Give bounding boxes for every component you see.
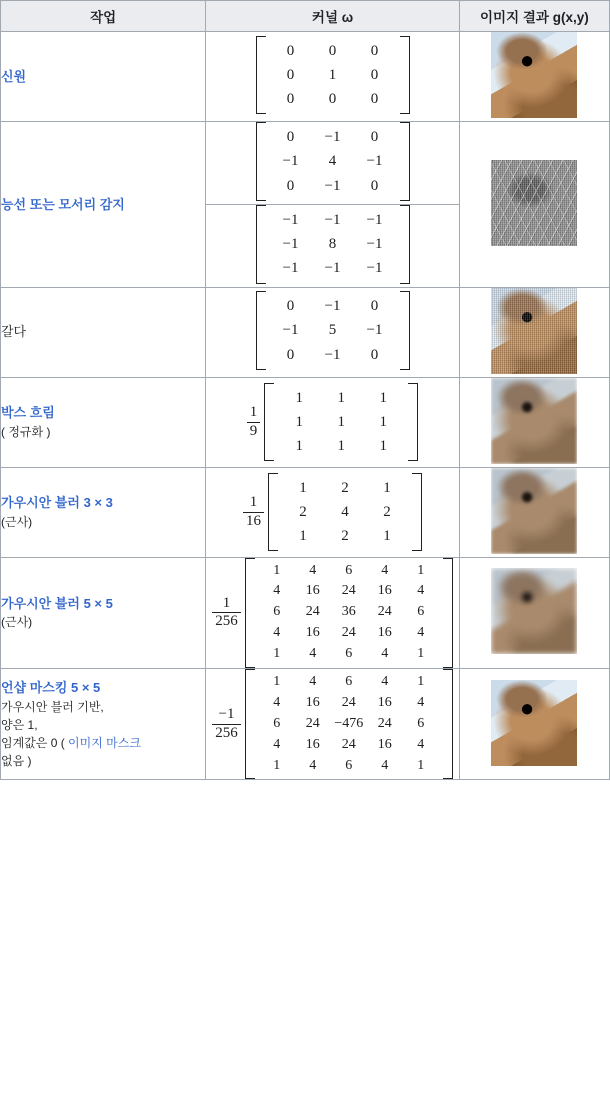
matrix-cell: 24	[341, 583, 356, 599]
matrix-cell: 0	[370, 346, 379, 363]
matrix-cell: 16	[377, 583, 392, 599]
kernel-cell	[206, 557, 459, 668]
note-text: 임계값은 0 (	[1, 735, 69, 750]
operation-title[interactable]: 박스 흐림	[1, 405, 55, 421]
matrix-cell: 6	[345, 646, 353, 662]
kernel-matrix	[256, 36, 410, 115]
fraction-denominator: 256	[212, 724, 241, 742]
matrix-grid	[276, 383, 406, 462]
table-row	[1, 377, 610, 467]
matrix-grid	[280, 473, 410, 552]
kernel-scale-fraction	[212, 706, 241, 742]
table-row	[1, 32, 610, 122]
operation-cell	[1, 32, 206, 122]
matrix-cell: 0	[286, 346, 295, 363]
table-body	[1, 32, 610, 780]
fraction-denominator: 256	[212, 612, 241, 630]
matrix-grid	[257, 669, 441, 779]
kernel-cell	[206, 204, 459, 287]
matrix-cell: 16	[305, 625, 320, 641]
matrix-cell: −1	[282, 211, 299, 228]
image-content	[491, 378, 577, 464]
matrix-cell: −1	[366, 260, 383, 277]
operation-cell	[1, 557, 206, 668]
operation-title[interactable]: 능선 또는 모서리 감지	[1, 196, 125, 212]
kernel-cell	[206, 122, 459, 205]
deer-sharpened	[491, 288, 577, 374]
matrix-cell: 0	[286, 298, 295, 315]
matrix-bracket-left	[245, 669, 255, 779]
matrix-cell: 5	[328, 322, 337, 339]
result-cell	[459, 557, 609, 668]
matrix-bracket-left	[268, 473, 278, 552]
matrix-cell: −1	[324, 129, 341, 145]
matrix-bracket-right	[408, 383, 418, 462]
matrix-cell: 0	[370, 298, 379, 315]
matrix-grid	[268, 36, 398, 115]
matrix-bracket-left	[256, 36, 266, 115]
deer-gaussian-3	[491, 468, 577, 554]
operation-title: 갈다	[1, 324, 27, 340]
matrix-cell: 1	[379, 389, 388, 406]
matrix-cell: 4	[309, 673, 317, 689]
matrix-cell: 4	[381, 757, 389, 773]
kernel-matrix	[256, 122, 410, 201]
operation-note: (근사)	[1, 514, 33, 529]
matrix-cell: 1	[273, 757, 281, 773]
matrix-cell: 1	[379, 413, 388, 430]
matrix-cell: 0	[370, 177, 379, 194]
matrix-cell: 6	[417, 604, 425, 620]
operation-note: 양은 1,	[1, 717, 38, 732]
matrix-cell: 24	[341, 694, 356, 710]
matrix-cell: 16	[377, 694, 392, 710]
matrix-cell: 2	[341, 479, 349, 496]
operation-title[interactable]: 가우시안 블러 5 × 5	[1, 595, 113, 611]
matrix-bracket-right	[400, 205, 410, 284]
result-cell	[459, 668, 609, 779]
matrix-cell: 1	[328, 66, 337, 83]
matrix-cell: 4	[309, 646, 317, 662]
matrix-cell: 1	[299, 528, 307, 545]
matrix-cell: 1	[295, 438, 304, 455]
kernel-scale-fraction	[212, 595, 241, 631]
result-cell	[459, 467, 609, 557]
matrix-cell: 1	[273, 646, 281, 662]
image-content	[491, 160, 577, 246]
fraction-numerator: −1	[218, 706, 235, 723]
matrix-grid	[268, 205, 398, 284]
matrix-cell: 4	[273, 694, 281, 710]
image-content	[491, 680, 577, 766]
matrix-cell: 0	[286, 66, 295, 83]
matrix-cell: 16	[305, 583, 320, 599]
edge-map	[491, 160, 577, 246]
matrix-cell: 24	[377, 604, 392, 620]
matrix-bracket-left	[245, 558, 255, 668]
matrix-cell: −1	[324, 298, 341, 315]
matrix-cell: 4	[417, 625, 425, 641]
kernel-cell	[206, 32, 459, 122]
matrix-cell: 1	[417, 673, 425, 689]
matrix-cell: −1	[282, 322, 299, 339]
deer-gaussian-5	[491, 568, 577, 654]
matrix-cell: 4	[273, 736, 281, 752]
matrix-cell: 1	[273, 673, 281, 689]
matrix-bracket-left	[264, 383, 274, 462]
matrix-cell: 1	[295, 389, 304, 406]
matrix-cell: −1	[324, 260, 341, 277]
column-header-result: 이미지 결과 g(x,y)	[459, 1, 609, 32]
kernel-cell	[206, 467, 459, 557]
matrix-cell: −1	[324, 211, 341, 228]
matrix-cell: 6	[273, 604, 281, 620]
matrix-bracket-right	[443, 669, 453, 779]
matrix-cell: 2	[383, 503, 391, 520]
operation-cell	[1, 668, 206, 779]
matrix-cell: 0	[286, 91, 295, 108]
matrix-cell: 1	[337, 389, 346, 406]
matrix-cell: 16	[305, 694, 320, 710]
column-header-kernel: 커널 ω	[206, 1, 459, 32]
matrix-cell: 2	[341, 528, 349, 545]
fraction-denominator: 9	[247, 422, 261, 440]
operation-title[interactable]: 언샵 마스킹 5 × 5	[1, 680, 101, 696]
matrix-cell: 1	[417, 757, 425, 773]
kernel-cell	[206, 287, 459, 377]
note-link[interactable]: 이미지 마스크	[68, 735, 141, 750]
column-header-operation: 작업	[1, 1, 206, 32]
matrix-cell: 4	[381, 673, 389, 689]
operation-cell	[1, 287, 206, 377]
matrix-bracket-right	[443, 558, 453, 668]
kernel-matrix	[256, 291, 410, 370]
operation-note: 가우시안 블러 기반,	[1, 699, 104, 714]
matrix-cell: 6	[345, 757, 353, 773]
deer-box-blur	[491, 378, 577, 464]
image-content	[491, 288, 577, 374]
matrix-cell: 4	[273, 583, 281, 599]
matrix-cell: −1	[366, 211, 383, 228]
matrix-cell: −1	[282, 153, 299, 170]
matrix-cell: −1	[366, 236, 383, 252]
operation-title[interactable]: 가우시안 블러 3 × 3	[1, 495, 113, 511]
fraction-denominator: 16	[243, 512, 264, 530]
matrix-cell: 0	[370, 42, 379, 59]
result-cell	[459, 122, 609, 288]
fraction-numerator: 1	[249, 404, 258, 421]
matrix-cell: 6	[273, 715, 281, 731]
matrix-cell: 1	[295, 413, 304, 430]
matrix-bracket-right	[412, 473, 422, 552]
kernel-cell	[206, 668, 459, 779]
matrix-cell: 6	[345, 673, 353, 689]
matrix-cell: 8	[328, 236, 337, 252]
matrix-bracket-left	[256, 291, 266, 370]
matrix-cell: 24	[305, 715, 320, 731]
matrix-cell: −1	[282, 260, 299, 277]
table-header-row	[1, 1, 610, 32]
result-cell	[459, 287, 609, 377]
matrix-cell: 1	[337, 438, 346, 455]
matrix-cell: 0	[286, 177, 295, 194]
matrix-cell: 1	[417, 646, 425, 662]
matrix-cell: −476	[334, 715, 364, 731]
operation-note[interactable]: ( 정규화 )	[1, 424, 51, 439]
matrix-cell: 0	[328, 91, 337, 108]
matrix-cell: 1	[379, 438, 388, 455]
operation-cell	[1, 377, 206, 467]
matrix-cell: 0	[370, 66, 379, 83]
matrix-cell: 16	[377, 625, 392, 641]
matrix-cell: 4	[341, 503, 349, 520]
matrix-cell: 1	[383, 479, 391, 496]
kernel-matrix	[243, 473, 422, 552]
matrix-grid	[268, 291, 398, 370]
matrix-cell: 24	[341, 736, 356, 752]
matrix-cell: 4	[417, 583, 425, 599]
operation-title[interactable]: 신원	[1, 68, 27, 84]
matrix-cell: 6	[345, 562, 353, 578]
fraction-numerator: 1	[222, 594, 231, 611]
matrix-cell: 24	[305, 604, 320, 620]
matrix-cell: 1	[273, 562, 281, 578]
matrix-cell: 4	[328, 153, 337, 170]
result-cell	[459, 377, 609, 467]
kernel-cell	[206, 377, 459, 467]
matrix-cell: 4	[309, 757, 317, 773]
matrix-cell: 1	[417, 562, 425, 578]
matrix-bracket-right	[400, 291, 410, 370]
matrix-cell: 0	[370, 129, 379, 145]
matrix-bracket-right	[400, 122, 410, 201]
image-content	[491, 32, 577, 118]
kernel-scale-fraction	[247, 404, 261, 440]
matrix-cell: 6	[417, 715, 425, 731]
matrix-cell: 0	[328, 42, 337, 59]
image-content	[491, 468, 577, 554]
operation-note: 없음 )	[1, 753, 32, 768]
matrix-bracket-left	[256, 122, 266, 201]
matrix-cell: 1	[299, 479, 307, 496]
matrix-cell: −1	[282, 236, 299, 252]
matrix-cell: 24	[377, 715, 392, 731]
matrix-cell: 4	[417, 694, 425, 710]
matrix-cell: 16	[377, 736, 392, 752]
matrix-cell: 2	[299, 503, 307, 520]
matrix-cell: 4	[381, 562, 389, 578]
operation-cell	[1, 467, 206, 557]
matrix-cell: 4	[381, 646, 389, 662]
kernel-scale-fraction	[243, 494, 264, 530]
matrix-cell: 0	[370, 91, 379, 108]
matrix-bracket-left	[256, 205, 266, 284]
matrix-cell: 0	[286, 42, 295, 59]
table-row	[1, 668, 610, 779]
matrix-grid	[268, 122, 398, 201]
matrix-cell: −1	[366, 153, 383, 170]
deer-identity	[491, 32, 577, 118]
result-cell	[459, 32, 609, 122]
table-row	[1, 287, 610, 377]
matrix-cell: 36	[341, 604, 356, 620]
kernel-matrix	[212, 558, 453, 668]
matrix-cell: 4	[417, 736, 425, 752]
matrix-cell: 0	[286, 129, 295, 145]
operation-note: (근사)	[1, 615, 33, 630]
operation-note	[1, 734, 205, 752]
fraction-numerator: 1	[249, 494, 258, 511]
matrix-cell: 4	[309, 562, 317, 578]
matrix-cell: 16	[305, 736, 320, 752]
table-row	[1, 122, 610, 205]
operation-cell	[1, 122, 206, 288]
matrix-grid	[257, 558, 441, 668]
deer-unsharp	[491, 680, 577, 766]
matrix-cell: 24	[341, 625, 356, 641]
kernel-matrix	[247, 383, 419, 462]
matrix-cell: 1	[337, 413, 346, 430]
matrix-cell: 4	[273, 625, 281, 641]
matrix-cell: −1	[366, 322, 383, 339]
matrix-bracket-right	[400, 36, 410, 115]
kernel-matrix	[256, 205, 410, 284]
table-row	[1, 467, 610, 557]
matrix-cell: −1	[324, 177, 341, 194]
image-content	[491, 568, 577, 654]
kernel-matrix	[212, 669, 453, 779]
matrix-cell: −1	[324, 346, 341, 363]
table-row	[1, 557, 610, 668]
matrix-cell: 1	[383, 528, 391, 545]
